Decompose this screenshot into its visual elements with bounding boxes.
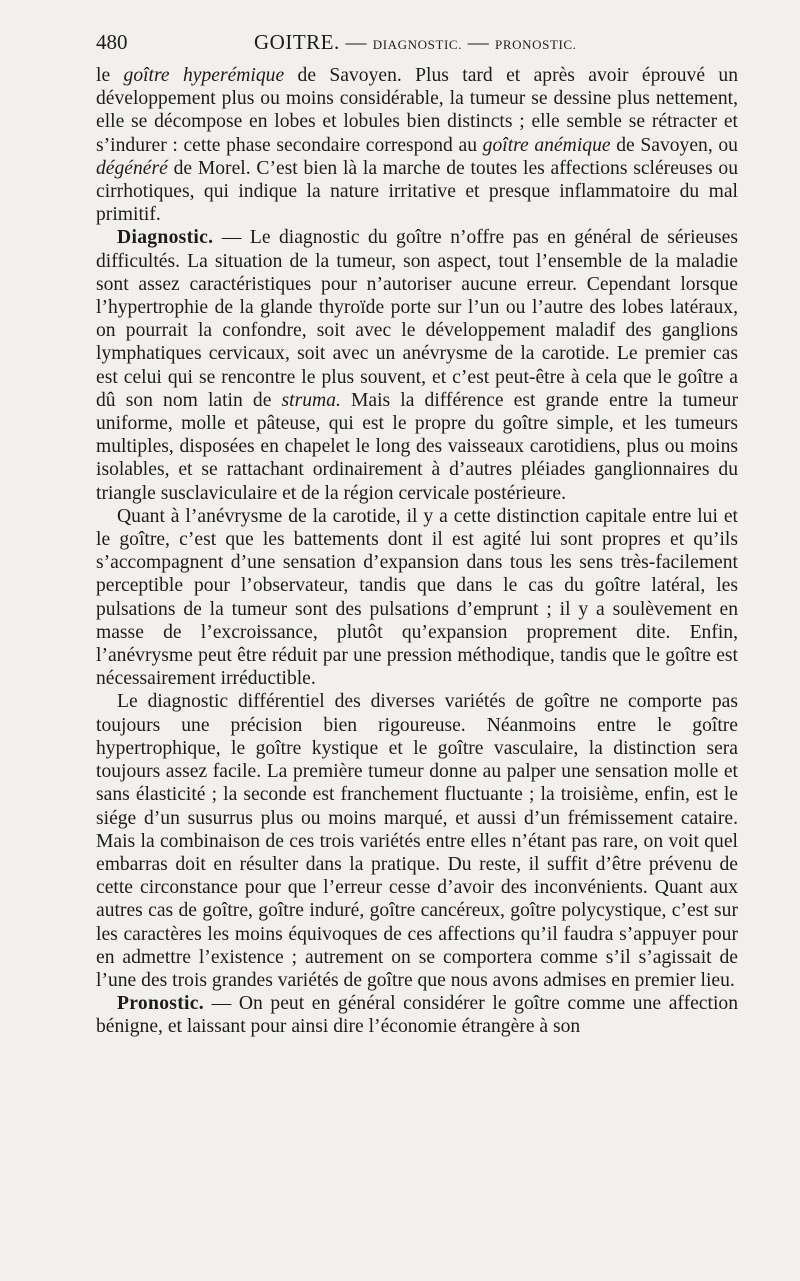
italic-term: dégénéré: [96, 157, 168, 179]
text-run: de Morel. C’est bien là la marche de toutes les affections scléreuses ou cirrhotiques, qui indique la nature irritative et presque inflammatoire du mal primitif.: [96, 157, 738, 226]
paragraph-diagnostic: [96, 226, 738, 504]
header-dash: —: [339, 30, 373, 54]
header-dash: —: [462, 30, 496, 54]
header-title: GOITRE.: [254, 30, 340, 54]
body-text: [96, 64, 738, 1039]
section-heading-pronostic: Pronostic.: [117, 993, 204, 1015]
italic-term: goître anémique: [482, 134, 611, 156]
section-heading-diagnostic: Diagnostic.: [117, 227, 214, 249]
text-run: — On peut en général considérer le goître comme une affection bénigne, et laissant pour ainsi dire l’économie étrangère à son: [96, 993, 738, 1038]
text-run: de Savoyen, ou: [610, 134, 738, 156]
page-number: 480: [96, 30, 128, 54]
paragraph-pronostic: [96, 992, 738, 1038]
paragraph-continuation: [96, 64, 738, 226]
text-run: Mais la différence est grande entre la tumeur uniforme, molle et pâteuse, qui est le propre du goître simple, et les tumeurs multiples, disposées en chapelet le long des vaisseaux carotidiens, plus ou moins isolables, et se rattachant ordinairement à d’autres pléiades ganglionnaires du triangle susclaviculaire et de la région cervicale postérieure.: [96, 389, 738, 504]
paragraph-aneurysm: Quant à l’anévrysme de la carotide, il y a cette distinction capitale entre lui et le goître, c’est que les battements dont il est agité lui sont propres et qu’ils s’accompagnent d’une sensation d’expansion dans tous les sens très-facilement perceptible pour l’observateur, tandis que dans le cas du goître latéral, les pulsations de la tumeur sont des pulsations d’emprunt ; il y a soulèvement en masse de l’excroissance, plutôt qu’expansion proprement dite. Enfin, l’anévrysme peut être réduit par une pression méthodique, tandis que le goître est nécessairement irréductible.: [96, 505, 738, 690]
running-title: [254, 30, 577, 55]
text-run: — Le diagnostic du goître n’offre pas en général de sérieuses difficultés. La situation de la tumeur, son aspect, tout l’ensemble de la maladie sont assez caractéristiques pour n’autoriser aucune erreur. Cependant lorsque l’hypertrophie de la glande thyroïde porte sur l’un ou l’autre des lobes latéraux, on pourrait la confondre, soit avec le développement maladif des ganglions lymphatiques cervicaux, soit avec un anévrysme de la carotide. Le premier cas est celui qui se rencontre le plus souvent, et c’est peut-être à cela que le goître a dû son nom latin de: [96, 227, 738, 411]
italic-term: struma.: [281, 389, 341, 411]
paragraph-differential: Le diagnostic différentiel des diverses variétés de goître ne comporte pas toujours une précision bien rigoureuse. Néanmoins entre le goître hypertrophique, le goître kystique et le goître vasculaire, la distinction sera toujours assez facile. La première tumeur donne au palper une sensation molle et sans élasticité ; la seconde est franchement fluctuante ; la troisième, enfin, est le siége d’un susurrus plus ou moins marqué, et aussi d’un frémissement cataire. Mais la combinaison de ces trois variétés entre elles n’étant pas rare, on voit quel embarras doit en résulter dans la pratique. Du reste, il suffit d’être prévenu de cette circonstance pour que l’erreur cesse d’avoir des inconvénients. Quant aux autres cas de goître, goître induré, goître cancéreux, goître polycystique, c’est sur les caractères les moins équivoques de ces affections qu’il faudra s’appuyer pour en admettre l’existence ; autrement on se comportera comme s’il s’agissait de l’une des trois grandes variétés de goître que nous avons admises en premier lieu.: [96, 691, 738, 991]
text-run: le: [96, 65, 124, 86]
running-header: [96, 30, 738, 64]
header-section-diagnostic: DIAGNOSTIC.: [372, 37, 463, 52]
italic-term: goître hyperémique: [123, 65, 285, 86]
text-run: de Savoyen. Plus tard et après avoir éprouvé un développement plus ou moins considérable, la tumeur se dessine plus nettement, elle se décompose en lobes et lobules bien distincts ; elle semble se rétracter et s’indurer : cette phase secondaire correspond au: [96, 65, 738, 156]
header-section-pronostic: PRONOSTIC.: [495, 37, 577, 52]
